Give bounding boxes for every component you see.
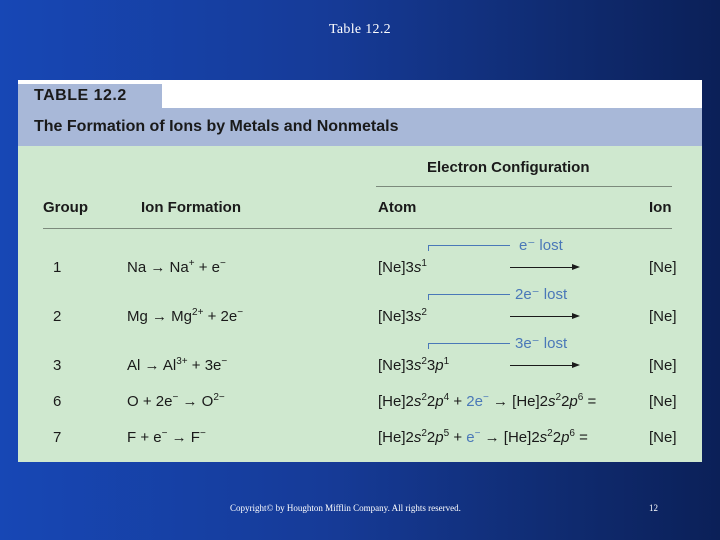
- group-cell: 6: [53, 393, 62, 410]
- page-number: 12: [649, 503, 658, 513]
- transition-arrow: [510, 267, 572, 268]
- electron-lost-label: 2e⁻ lost: [515, 286, 568, 303]
- table-caption: The Formation of Ions by Metals and Nonmetals: [18, 108, 702, 146]
- ion-formation-header: Ion Formation: [141, 199, 241, 216]
- electron-lost-label: 3e⁻ lost: [515, 335, 568, 352]
- ion-formation-cell: $Al \to Al^{3+} + 3e^-$: [127, 356, 228, 374]
- group-header: Group: [43, 199, 88, 216]
- arrow-head-icon: [572, 264, 580, 270]
- transition-arrow: [510, 316, 572, 317]
- atom-config-cell: $[Ne]3s^23p^1$: [378, 356, 450, 374]
- atom-header: Atom: [378, 199, 417, 216]
- header-divider: [376, 186, 672, 187]
- ion-formation-cell: $O + 2e^- \to O^{2-}$: [127, 392, 225, 410]
- atom-config-cell: $[Ne]3s^2$: [378, 307, 427, 325]
- group-cell: 2: [53, 308, 62, 325]
- ion-config-cell: [Ne]: [649, 429, 677, 446]
- electron-lost-label: e⁻ lost: [519, 237, 563, 254]
- atom-config-cell: $[Ne]3s^1$: [378, 258, 427, 276]
- electron-lost-line: [428, 343, 510, 344]
- table-header-band: [18, 80, 702, 146]
- atom-config-cell: $[He]2s^22p^4 + 2e^- \to [He]2s^22p^6$ =: [378, 392, 597, 410]
- ion-header: Ion: [649, 199, 672, 216]
- group-cell: 1: [53, 259, 62, 276]
- ion-formation-cell: $Mg \to Mg^{2+} + 2e^-$: [127, 307, 244, 325]
- ion-config-cell: [Ne]: [649, 259, 677, 276]
- group-cell: 3: [53, 357, 62, 374]
- ion-formation-cell: Na → Na+ + e−: [127, 258, 226, 276]
- electron-lost-line: [428, 294, 510, 295]
- electron-lost-line: [428, 245, 510, 246]
- column-header-divider: [43, 228, 672, 229]
- transition-arrow: [510, 365, 572, 366]
- table-number: TABLE 12.2: [18, 84, 162, 108]
- ion-config-cell: [Ne]: [649, 357, 677, 374]
- ion-formation-table: [18, 80, 702, 462]
- ion-formation-cell: F + e− → F−: [127, 428, 206, 446]
- copyright-notice: Copyright© by Houghton Mifflin Company. All rights reserved.: [230, 503, 461, 513]
- ion-config-cell: [Ne]: [649, 308, 677, 325]
- arrow-head-icon: [572, 362, 580, 368]
- group-cell: 7: [53, 429, 62, 446]
- ion-config-cell: [Ne]: [649, 393, 677, 410]
- arrow-head-icon: [572, 313, 580, 319]
- slide-title: Table 12.2: [329, 22, 391, 37]
- atom-config-cell: $[He]2s^22p^5 + e^- \to [He]2s^22p^6$ =: [378, 428, 588, 446]
- electron-configuration-header: Electron Configuration: [427, 159, 590, 176]
